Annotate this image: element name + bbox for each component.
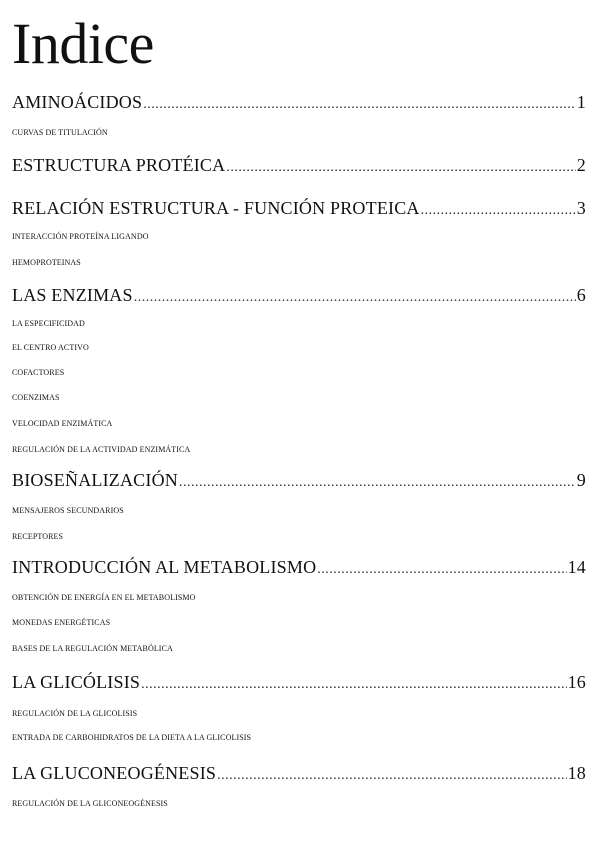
toc-entry-bioseñalizacion[interactable] bbox=[12, 469, 586, 494]
toc-entry-title: LA GLICÓLISIS bbox=[12, 672, 141, 692]
toc-entry-title: ESTRUCTURA PROTÉICA bbox=[12, 155, 226, 175]
toc-subentry[interactable]: ENTRADA DE CARBOHIDRATOS DE LA DIETA A LA GLICOLISIS bbox=[12, 733, 252, 742]
dot-leader bbox=[179, 472, 576, 494]
toc-subentry[interactable]: COENZIMAS bbox=[12, 393, 60, 402]
toc-entry-la-glicolisis[interactable] bbox=[12, 671, 586, 696]
toc-subentry[interactable]: MONEDAS ENERGÉTICAS bbox=[12, 618, 111, 627]
toc-entry-title: LAS ENZIMAS bbox=[12, 285, 133, 305]
toc-subentry[interactable]: RECEPTORES bbox=[12, 532, 64, 541]
toc-subentry[interactable]: INTERACCIÓN PROTEÍNA LIGANDO bbox=[12, 232, 149, 241]
toc-subentry[interactable]: VELOCIDAD ENZIMÁTICA bbox=[12, 419, 113, 428]
toc-page-number: 2 bbox=[576, 155, 586, 175]
toc-entry-title: INTRODUCCIÓN AL METABOLISMO bbox=[12, 557, 317, 577]
toc-subentry[interactable]: HEMOPROTEINAS bbox=[12, 258, 81, 267]
toc-entry-estructura-proteica[interactable] bbox=[12, 154, 586, 179]
dot-leader bbox=[421, 200, 576, 222]
dot-leader bbox=[134, 287, 576, 309]
toc-entry-aminoacidos[interactable] bbox=[12, 91, 586, 116]
toc-entry-las-enzimas[interactable] bbox=[12, 284, 586, 309]
toc-subentry[interactable]: BASES DE LA REGULACIÓN METABÓLICA bbox=[12, 644, 173, 653]
toc-page-number: 16 bbox=[567, 672, 586, 692]
toc-page-number: 14 bbox=[567, 557, 586, 577]
toc-entry-la-gluconeogenesis[interactable] bbox=[12, 762, 586, 787]
dot-leader bbox=[217, 765, 566, 787]
page-title: Indice bbox=[12, 11, 154, 76]
toc-subentry[interactable]: EL CENTRO ACTIVO bbox=[12, 343, 89, 352]
toc-subentry[interactable]: LA ESPECIFICIDAD bbox=[12, 319, 85, 328]
toc-subentry[interactable]: MENSAJEROS SECUNDARIOS bbox=[12, 506, 124, 515]
toc-entry-introduccion-metabolismo[interactable] bbox=[12, 556, 586, 581]
toc-entry-title: LA GLUCONEOGÉNESIS bbox=[12, 763, 217, 783]
toc-page-number: 9 bbox=[576, 470, 586, 490]
toc-page-number: 1 bbox=[576, 92, 586, 112]
toc-entry-relacion-estructura-funcion[interactable] bbox=[12, 197, 586, 222]
dot-leader bbox=[226, 157, 575, 179]
dot-leader bbox=[317, 559, 566, 581]
toc-entry-title: AMINOÁCIDOS bbox=[12, 92, 143, 112]
toc-page-number: 18 bbox=[567, 763, 586, 783]
toc-entry-title: RELACIÓN ESTRUCTURA - FUNCIÓN PROTEICA bbox=[12, 198, 420, 218]
toc-subentry[interactable]: REGULACIÓN DE LA ACTIVIDAD ENZIMÁTICA bbox=[12, 445, 191, 454]
dot-leader bbox=[141, 674, 566, 696]
toc-subentry[interactable]: COFACTORES bbox=[12, 368, 65, 377]
dot-leader bbox=[143, 94, 576, 116]
toc-subentry[interactable]: CURVAS DE TITULACIÓN bbox=[12, 128, 108, 137]
toc-subentry[interactable]: OBTENCIÓN DE ENERGÍA EN EL METABOLISMO bbox=[12, 593, 196, 602]
toc-entry-title: BIOSEÑALIZACIÓN bbox=[12, 470, 178, 490]
toc-subentry[interactable]: REGULACIÓN DE LA GLICONEOGÉNESIS bbox=[12, 799, 168, 808]
toc-subentry[interactable]: REGULACIÓN DE LA GLICOLISIS bbox=[12, 709, 138, 718]
toc-page-number: 6 bbox=[576, 285, 586, 305]
toc-page-number: 3 bbox=[576, 198, 586, 218]
